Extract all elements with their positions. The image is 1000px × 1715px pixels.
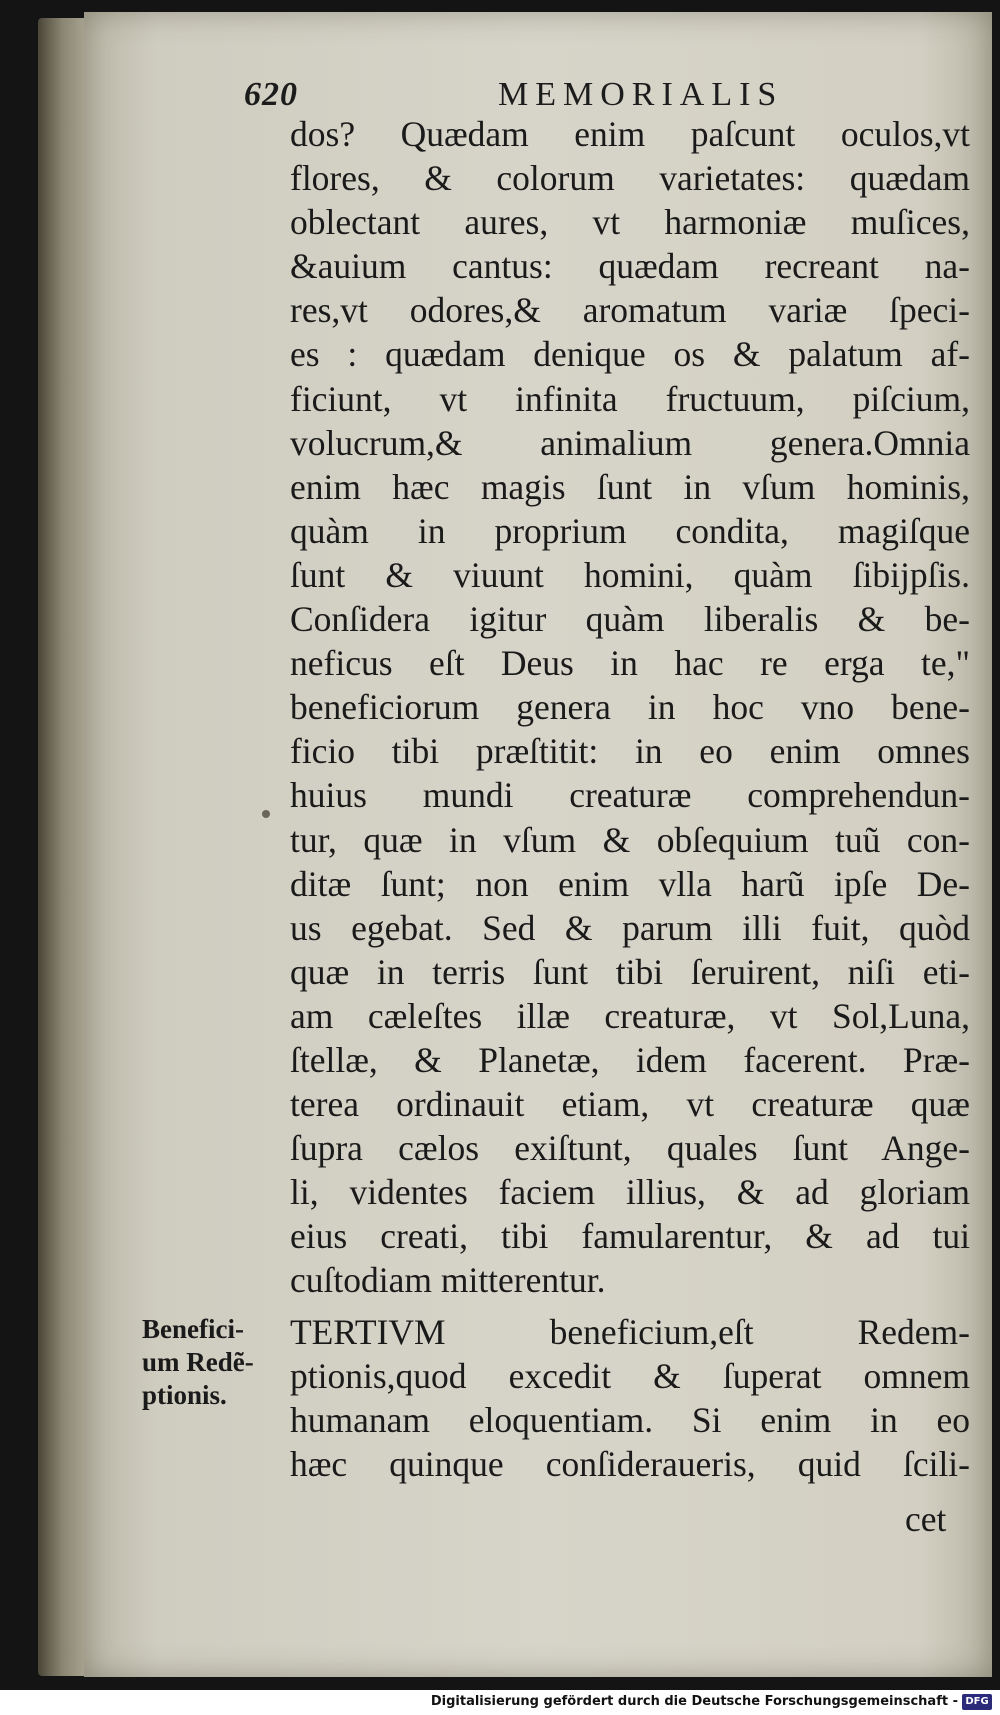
text-line: huius mundi creaturæ comprehendun- bbox=[290, 775, 970, 816]
text-line: &auium cantus: quædam recreant na- bbox=[290, 246, 970, 287]
body-text bbox=[290, 112, 970, 1303]
text-line: es : quædam denique os & palatum af- bbox=[290, 334, 970, 375]
section-line: ptionis,quod excedit & ſuperat omnem bbox=[290, 1356, 970, 1397]
running-head: MEMORIALIS bbox=[498, 76, 784, 113]
text-line: beneficiorum genera in hoc vno bene- bbox=[290, 687, 970, 728]
margin-note-line: Benefici- bbox=[142, 1314, 244, 1344]
text-line: eius creati, tibi famularentur, & ad tui bbox=[290, 1216, 970, 1257]
text-line: li, videntes faciem illius, & ad gloriam bbox=[290, 1172, 970, 1213]
text-line: ſtellæ, & Planetæ, idem facerent. Præ- bbox=[290, 1039, 970, 1080]
text-line: volucrum,& animalium genera.Omnia bbox=[290, 422, 970, 463]
text-line: flores, & colorum varietates: quædam bbox=[290, 158, 970, 199]
margin-note-line: ptionis. bbox=[142, 1380, 227, 1410]
margin-note-line: um Redẽ- bbox=[142, 1347, 254, 1377]
section-line: TERTIVM beneficium,eſt Redem- bbox=[290, 1312, 970, 1352]
margin-note bbox=[142, 1313, 292, 1412]
text-line: ditæ ſunt; non enim vlla harũ ipſe De- bbox=[290, 863, 970, 904]
section-text bbox=[290, 1310, 970, 1486]
dfg-logo: DFG bbox=[962, 1694, 992, 1710]
text-line: quæ in terris ſunt tibi ſeruirent, niſi eti- bbox=[290, 951, 970, 992]
text-line: oblectant aures, vt harmoniæ muſices, bbox=[290, 202, 970, 243]
text-line: enim hæc magis ſunt in vſum hominis, bbox=[290, 466, 970, 507]
text-line: tur, quæ in vſum & obſequium tuũ con- bbox=[290, 819, 970, 860]
text-line: ſunt & viuunt homini, quàm ſibijpſis. bbox=[290, 554, 970, 595]
text-line: us egebat. Sed & parum illi fuit, quòd bbox=[290, 907, 970, 948]
text-line: terea ordinauit etiam, vt creaturæ quæ bbox=[290, 1084, 970, 1125]
text-line: ſupra cælos exiſtunt, quales ſunt Ange- bbox=[290, 1128, 970, 1169]
section-line: hæc quinque conſideraueris, quid ſcili- bbox=[290, 1444, 970, 1485]
text-line: ficiunt, vt infinita fructuum, piſcium, bbox=[290, 378, 970, 419]
footer-bar bbox=[0, 1690, 1000, 1715]
text-line: dos? Quædam enim paſcunt oculos,vt bbox=[290, 114, 970, 154]
text-line: ficio tibi præſtitit: in eo enim omnes bbox=[290, 731, 970, 772]
text-line: am cæleſtes illæ creaturæ, vt Sol,Luna, bbox=[290, 995, 970, 1036]
text-line: Conſidera igitur quàm liberalis & be- bbox=[290, 599, 970, 640]
text-line: res,vt odores,& aromatum variæ ſpeci- bbox=[290, 290, 970, 331]
text-line: cuſtodiam mitterentur. bbox=[290, 1260, 606, 1301]
section-line: humanam eloquentiam. Si enim in eo bbox=[290, 1400, 970, 1441]
text-line: quàm in proprium condita, magiſque bbox=[290, 510, 970, 551]
footer-credit: Digitalisierung gefördert durch die Deutsche Forschungsgemeinschaft - bbox=[430, 1694, 958, 1709]
page-number: 620 bbox=[244, 76, 298, 113]
catchword: cet bbox=[905, 1499, 947, 1539]
text-line: neficus eſt Deus in hac re erga te," bbox=[290, 643, 970, 684]
ink-mark bbox=[262, 810, 270, 818]
